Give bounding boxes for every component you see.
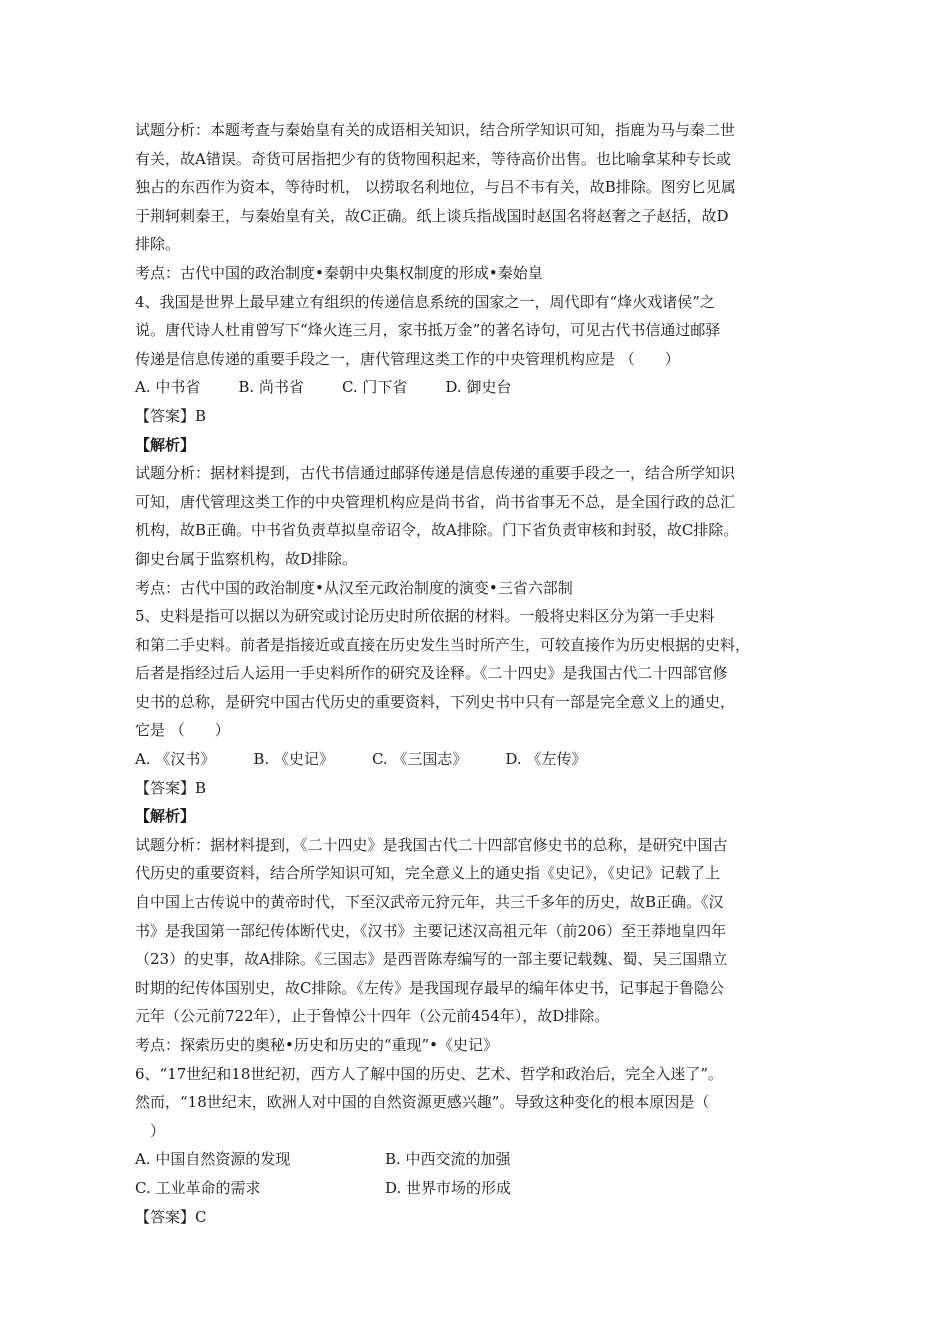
option-a: A. 中国自然资源的发现 xyxy=(135,1150,291,1169)
options-row xyxy=(135,1174,825,1203)
question-4 xyxy=(135,288,825,603)
option-c: C. 工业革命的需求 xyxy=(135,1178,261,1197)
analysis-heading: 【解析】 xyxy=(135,807,196,826)
option-c: C. 门下省 xyxy=(341,378,408,397)
q3-point: 考点：古代中国的政治制度•秦朝中央集权制度的形成•秦始皇 xyxy=(135,263,543,282)
question-5 xyxy=(135,602,825,1060)
question-stem-line: 6、“17世纪和18世纪初，西方人了解中国的历史、艺术、哲学和政治后，完全入迷了”。 xyxy=(135,1064,724,1083)
option-b: B. 《史记》 xyxy=(253,750,334,769)
document-page xyxy=(135,116,825,1231)
analysis-line: 试题分析：本题考查与秦始皇有关的成语相关知识，结合所学知识可知，指鹿为马与秦二世 xyxy=(135,121,736,139)
question-stem-line: ） xyxy=(135,1121,166,1140)
q3-analysis xyxy=(135,116,825,259)
option-a: A. 中书省 xyxy=(135,378,201,397)
options-row xyxy=(135,1145,825,1174)
analysis-line: 时期的纪传体国别史，故C排除。《左传》是我国现存最早的编年体史书，记事起于鲁隐公 xyxy=(135,978,724,997)
question-stem-line: 5、史料是指可以据以为研究或讨论历史时所依据的材料。一般将史料区分为第一手史料 xyxy=(135,607,715,626)
question-stem-line: 4、我国是世界上最早建立有组织的传递信息系统的国家之一，周代即有“烽火戏诸侯”之 xyxy=(135,292,715,311)
question-stem-line: 传递是信息传递的重要手段之一，唐代管理这类工作的中央管理机构应是 （ ） xyxy=(135,349,680,368)
answer: 【答案】C xyxy=(135,1207,207,1226)
option-d: D. 御史台 xyxy=(445,378,512,397)
analysis-line: 元年（公元前722年），止于鲁悼公十四年（公元前454年），故D排除。 xyxy=(135,1007,610,1026)
answer: 【答案】B xyxy=(135,406,207,425)
analysis-line: 机构，故B正确。中书省负责草拟皇帝诏令，故A排除。门下省负责审核和封驳，故C排除。 xyxy=(135,521,739,540)
question-stem-line: 和第二手史料。前者是指接近或直接在历史发生当时所产生，可较直接作为历史根据的史料， xyxy=(135,635,751,654)
analysis-line: 有关，故A错误。奇货可居指把少有的货物囤积起来，等待高价出售。也比喻拿某种专长或 xyxy=(135,149,731,168)
point: 考点：探索历史的奥秘•历史和历史的“重现”•《史记》 xyxy=(135,1036,499,1054)
option-b: B. 中西交流的加强 xyxy=(385,1150,511,1169)
analysis-line: 御史台属于监察机构，故D排除。 xyxy=(135,549,358,568)
answer: 【答案】B xyxy=(135,778,207,797)
analysis-line: 自中国上古传说中的黄帝时代，下至汉武帝元狩元年，共三千多年的历史，故B正确。《汉 xyxy=(135,893,724,912)
option-b: B. 尚书省 xyxy=(238,378,304,397)
analysis-line: 排除。 xyxy=(135,235,181,254)
question-stem-line: 然而，“18世纪末，欧洲人对中国的自然资源更感兴趣”。导致这种变化的根本原因是（ xyxy=(135,1093,710,1112)
question-stem-line: 它是 （ ） xyxy=(135,721,230,740)
analysis-line: 于荆轲刺秦王，与秦始皇有关，故C正确。纸上谈兵指战国时赵国名将赵奢之子赵括，故D xyxy=(135,206,729,225)
question-6 xyxy=(135,1060,825,1232)
question-stem-line: 说。唐代诗人杜甫曾写下“烽火连三月，家书抵万金”的著名诗句，可见古代书信通过邮驿 xyxy=(135,321,721,340)
option-d: D. 世界市场的形成 xyxy=(385,1178,512,1197)
analysis-heading: 【解析】 xyxy=(135,435,196,454)
analysis-line: 试题分析：据材料提到，《二十四史》是我国古代二十四部官修史书的总称，是研究中国古 xyxy=(135,835,728,854)
analysis-line: 可知，唐代管理这类工作的中央管理机构应是尚书省，尚书省事无不总，是全国行政的总汇 xyxy=(135,492,736,511)
option-d: D. 《左传》 xyxy=(505,750,587,769)
analysis-line: 独占的东西作为资本，等待时机， 以捞取名利地位，与吕不韦有关，故B排除。图穷匕见属 xyxy=(135,178,736,197)
question-stem-line: 史书的总称，是研究中国古代历史的重要资料，下列史书中只有一部是完全意义上的通史， xyxy=(135,692,736,711)
options-row xyxy=(135,373,825,402)
analysis-line: 书》是我国第一部纪传体断代史，《汉书》主要记述汉高祖元年（前206）至王莽地皇四年 xyxy=(135,921,727,940)
options-row xyxy=(135,745,825,774)
analysis-line: 代历史的重要资料，结合所学知识可知，完全意义上的通史指《史记》，《史记》记载了上 xyxy=(135,864,721,883)
point: 考点：古代中国的政治制度•从汉至元政治制度的演变•三省六部制 xyxy=(135,578,573,597)
analysis-line: （23）的史事，故A排除。《三国志》是西晋陈寿编写的一部主要记载魏、蜀、吴三国鼎立 xyxy=(135,950,728,969)
option-c: C. 《三国志》 xyxy=(371,750,468,769)
analysis-line: 试题分析：据材料提到，古代书信通过邮驿传递是信息传递的重要手段之一，结合所学知识 xyxy=(135,464,736,483)
question-stem-line: 后者是指经过后人运用一手史料所作的研究及诠释。《二十四史》是我国古代二十四部官修 xyxy=(135,664,728,683)
option-a: A. 《汉书》 xyxy=(135,750,216,769)
